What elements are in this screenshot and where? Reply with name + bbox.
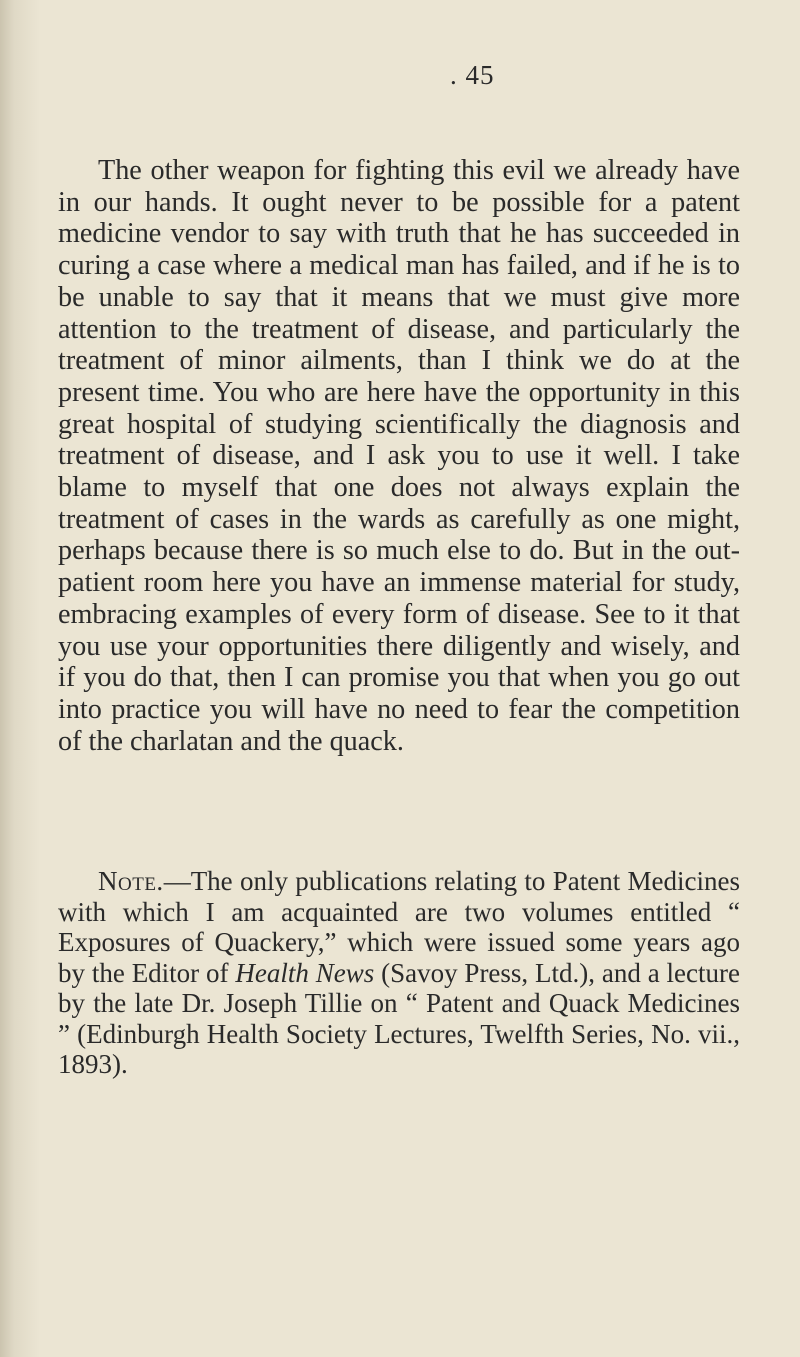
note-text-part1: —The only publications relating to Patent Medicines with which I am acquainted are two volumes entitled “ Exposures of Quackery,” which were issued some years ago by the Editor of [58,866,740,988]
note-paragraph [58,866,740,1080]
page-number [450,60,495,91]
page-number-dot: . [450,60,458,90]
note-label: Note. [98,866,164,896]
page-number-value: 45 [465,60,495,90]
note-text-part2: (Savoy Press, Ltd.), and a lecture by the late Dr. Joseph Tillie on “ Patent and Quack Medicines ” (Edinburgh Health Society Lectures, Twelfth Series, No. vii., 1893). [58,957,740,1079]
note-italic-title: Health News [235,957,375,988]
body-paragraph: The other weapon for fighting this evil we already have in our hands. It ought never to be possible for a patent medicine vendor to say with truth that he has succeeded in curing a case where a medical man has failed, and if he is to be unable to say that it means that we must give more attention to the treatment of disease, and particularly the treatment of minor ailments, than I think we do at the present time. You who are here have the opportunity in this great hospital of studying scientifically the diagnosis and treatment of disease, and I ask you to use it well. I take blame to myself that one does not always explain the treatment of cases in the wards as carefully as one might, perhaps because there is so much else to do. But in the out-patient room here you have an immense material for study, embracing examples of every form of disease. See to it that you use your opportunities there diligently and wisely, and if you do that, then I can promise you that when you go out into practice you will have no need to fear the competition of the charlatan and the quack. [58,155,740,757]
